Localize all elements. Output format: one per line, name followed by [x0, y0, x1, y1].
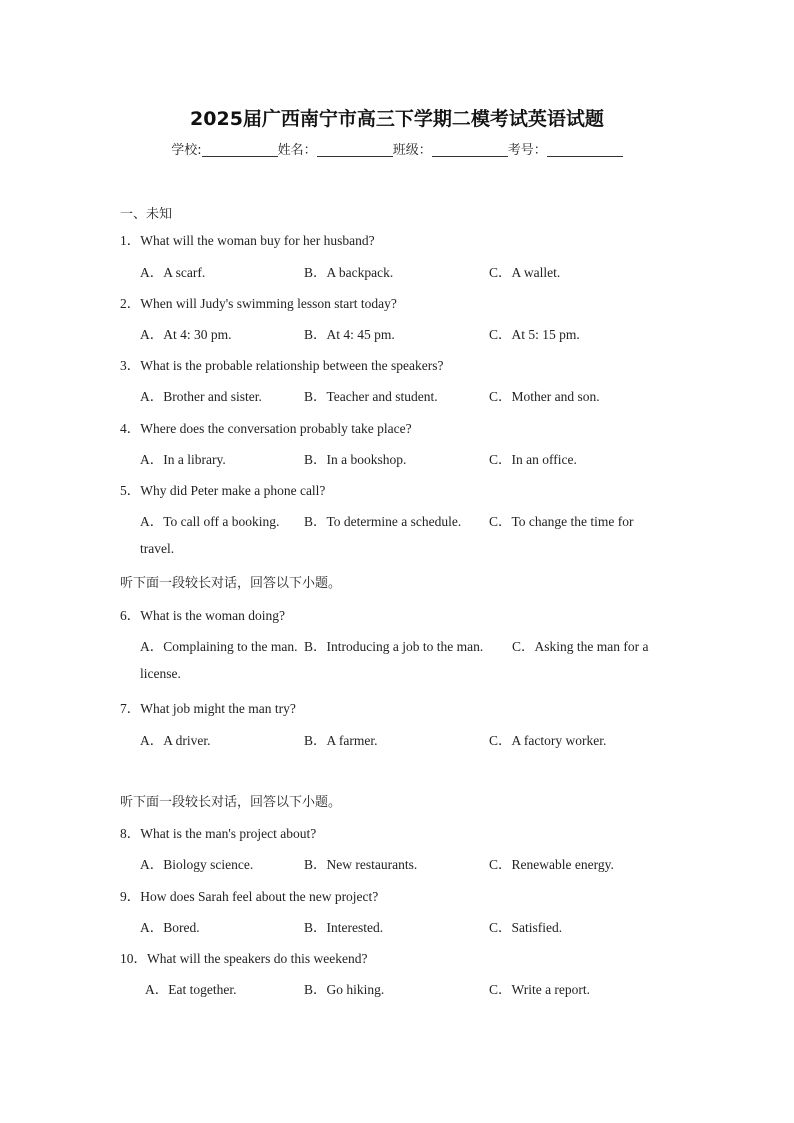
- q2-option-a[interactable]: A．At 4: 30 pm.: [140, 327, 232, 342]
- q6-option-a[interactable]: A．Complaining to the man.: [140, 639, 298, 654]
- school-label: 学校:: [171, 143, 202, 158]
- q1-option-a[interactable]: A．A scarf.: [140, 265, 206, 280]
- q10-option-b[interactable]: B．Go hiking.: [304, 982, 385, 997]
- exam-no-label: 考号：: [507, 143, 547, 158]
- question-4: 4．Where does the conversation probably take place?: [120, 421, 412, 436]
- student-info-line: [0, 139, 794, 158]
- q4-option-a[interactable]: A．In a library.: [140, 452, 226, 467]
- question-10: 10．What will the speakers do this weekend?: [120, 951, 368, 966]
- question-5: 5．Why did Peter make a phone call?: [120, 483, 326, 498]
- q6-option-c[interactable]: C．Asking the man for a: [512, 639, 649, 654]
- question-1: 1．What will the woman buy for her husband?: [120, 233, 375, 248]
- q4-option-c[interactable]: C．In an office.: [489, 452, 577, 467]
- q2-option-c[interactable]: C．At 5: 15 pm.: [489, 327, 580, 342]
- question-7: 7．What job might the man try?: [120, 701, 296, 716]
- q7-option-c[interactable]: C．A factory worker.: [489, 733, 607, 748]
- q10-option-a[interactable]: A．Eat together.: [145, 982, 237, 997]
- q3-option-c[interactable]: C．Mother and son.: [489, 389, 600, 404]
- q9-option-b[interactable]: B．Interested.: [304, 920, 384, 935]
- name-label: 姓名：: [277, 143, 317, 158]
- q9-option-c[interactable]: C．Satisfied.: [489, 920, 563, 935]
- q2-option-b[interactable]: B．At 4: 45 pm.: [304, 327, 395, 342]
- q1-option-b[interactable]: B．A backpack.: [304, 265, 394, 280]
- q3-option-a[interactable]: A．Brother and sister.: [140, 389, 262, 404]
- section-heading: 一、未知: [120, 207, 173, 222]
- school-blank[interactable]: [202, 143, 278, 157]
- name-blank[interactable]: [317, 143, 393, 157]
- q8-option-c[interactable]: C．Renewable energy.: [489, 857, 614, 872]
- q3-option-b[interactable]: B．Teacher and student.: [304, 389, 438, 404]
- q5-option-c-continued: travel.: [140, 541, 175, 556]
- exam-no-blank[interactable]: [547, 143, 623, 157]
- q5-option-b[interactable]: B．To determine a schedule.: [304, 514, 462, 529]
- long-dialogue-instruction-2: 听下面一段较长对话，回答以下小题。: [120, 795, 342, 810]
- q7-option-a[interactable]: A．A driver.: [140, 733, 211, 748]
- q1-option-c[interactable]: C．A wallet.: [489, 265, 561, 280]
- q4-option-b[interactable]: B．In a bookshop.: [304, 452, 407, 467]
- q6-option-c-continued: license.: [140, 666, 181, 681]
- q9-option-a[interactable]: A．Bored.: [140, 920, 200, 935]
- question-2: 2．When will Judy's swimming lesson start today?: [120, 296, 397, 311]
- long-dialogue-instruction-1: 听下面一段较长对话，回答以下小题。: [120, 576, 342, 591]
- question-8: 8．What is the man's project about?: [120, 826, 317, 841]
- q7-option-b[interactable]: B．A farmer.: [304, 733, 378, 748]
- question-6: 6．What is the woman doing?: [120, 608, 285, 623]
- q5-option-c[interactable]: C．To change the time for: [489, 514, 634, 529]
- q6-option-b[interactable]: B．Introducing a job to the man.: [304, 639, 484, 654]
- class-blank[interactable]: [432, 143, 508, 157]
- question-9: 9．How does Sarah feel about the new project?: [120, 889, 379, 904]
- q5-option-a[interactable]: A．To call off a booking.: [140, 514, 280, 529]
- page-title: 2025届广西南宁市高三下学期二模考试英语试题: [190, 108, 604, 130]
- q10-option-c[interactable]: C．Write a report.: [489, 982, 591, 997]
- q8-option-b[interactable]: B．New restaurants.: [304, 857, 418, 872]
- question-3: 3．What is the probable relationship between the speakers?: [120, 358, 444, 373]
- class-label: 班级：: [392, 143, 432, 158]
- q8-option-a[interactable]: A．Biology science.: [140, 857, 254, 872]
